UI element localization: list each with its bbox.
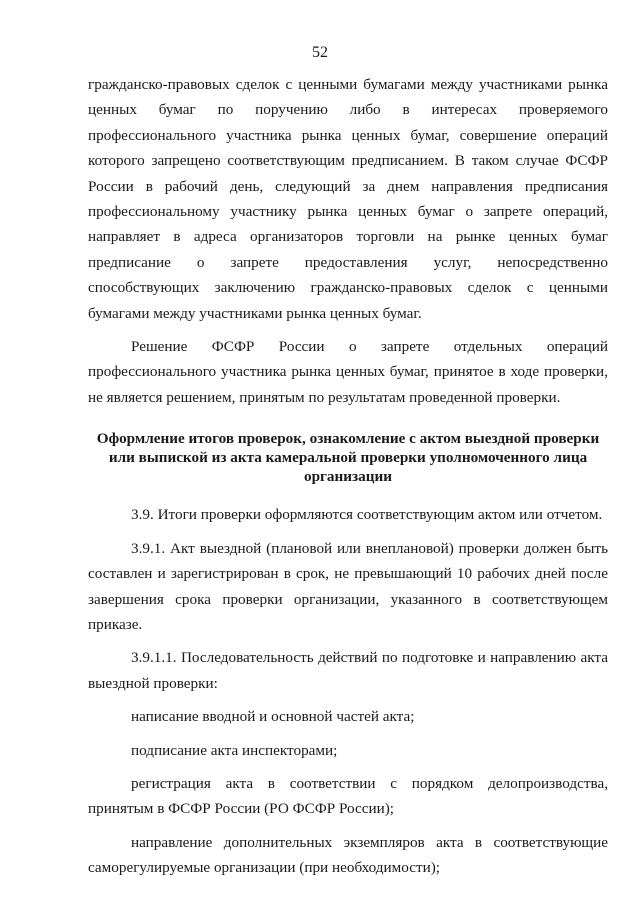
paragraph-decision: Решение ФСФР России о запрете отдельных операций профессионального участника рынка ценных бумаг, принятое в ходе проверки, не является решением, принятым по результатам проведенной проверки. <box>88 338 608 406</box>
paragraph-continuation: гражданско-правовых сделок с ценными бумагами между участниками рынка ценных бумаг по поручению либо в интересах проверяемого профессионального участника рынка ценных бумаг, совершение операций которого запрещено соответствующим предписанием. В таком случае ФСФР России в рабочий день, следующий за днем направления предписания профессиональному участнику рынка ценных бумаг о запрете операций, направляет в адреса организаторов торговли на рынке ценных бумаг предписание о запрете предоставления услуг, непосредственно способствующих заключению гражданско-правовых сделок с ценными бумагами между участниками рынка ценных бумаг. <box>88 76 608 322</box>
page-body <box>88 72 608 881</box>
list-item: направление дополнительных экземпляров акта в соответствующие саморегулируемые организации (при необходимости); <box>88 833 608 877</box>
list-item: написание вводной и основной частей акта; <box>131 708 415 726</box>
page-number: 52 <box>312 44 328 61</box>
paragraph-3-9-1: 3.9.1. Акт выездной (плановой или внеплановой) проверки должен быть составлен и зарегистрирован в срок, не превышающий 10 рабочих дней после завершения срока проверки организации, указанного в соответствующем приказе. <box>88 539 608 633</box>
paragraph-3-9-1-1: 3.9.1.1. Последовательность действий по подготовке и направлению акта выездной проверки: <box>88 649 608 692</box>
list-item: регистрация акта в соответствии с порядком делопроизводства, принятым в ФСФР России (РО ФСФР России); <box>88 774 608 818</box>
list-item: подписание акта инспекторами; <box>131 741 338 759</box>
section-heading: Оформление итогов проверок, ознакомление с актом выездной проверки или выпиской из акта камеральной проверки уполномоченного лица организации <box>96 430 600 486</box>
paragraph-3-9: 3.9. Итоги проверки оформляются соответствующим актом или отчетом. <box>131 506 603 524</box>
